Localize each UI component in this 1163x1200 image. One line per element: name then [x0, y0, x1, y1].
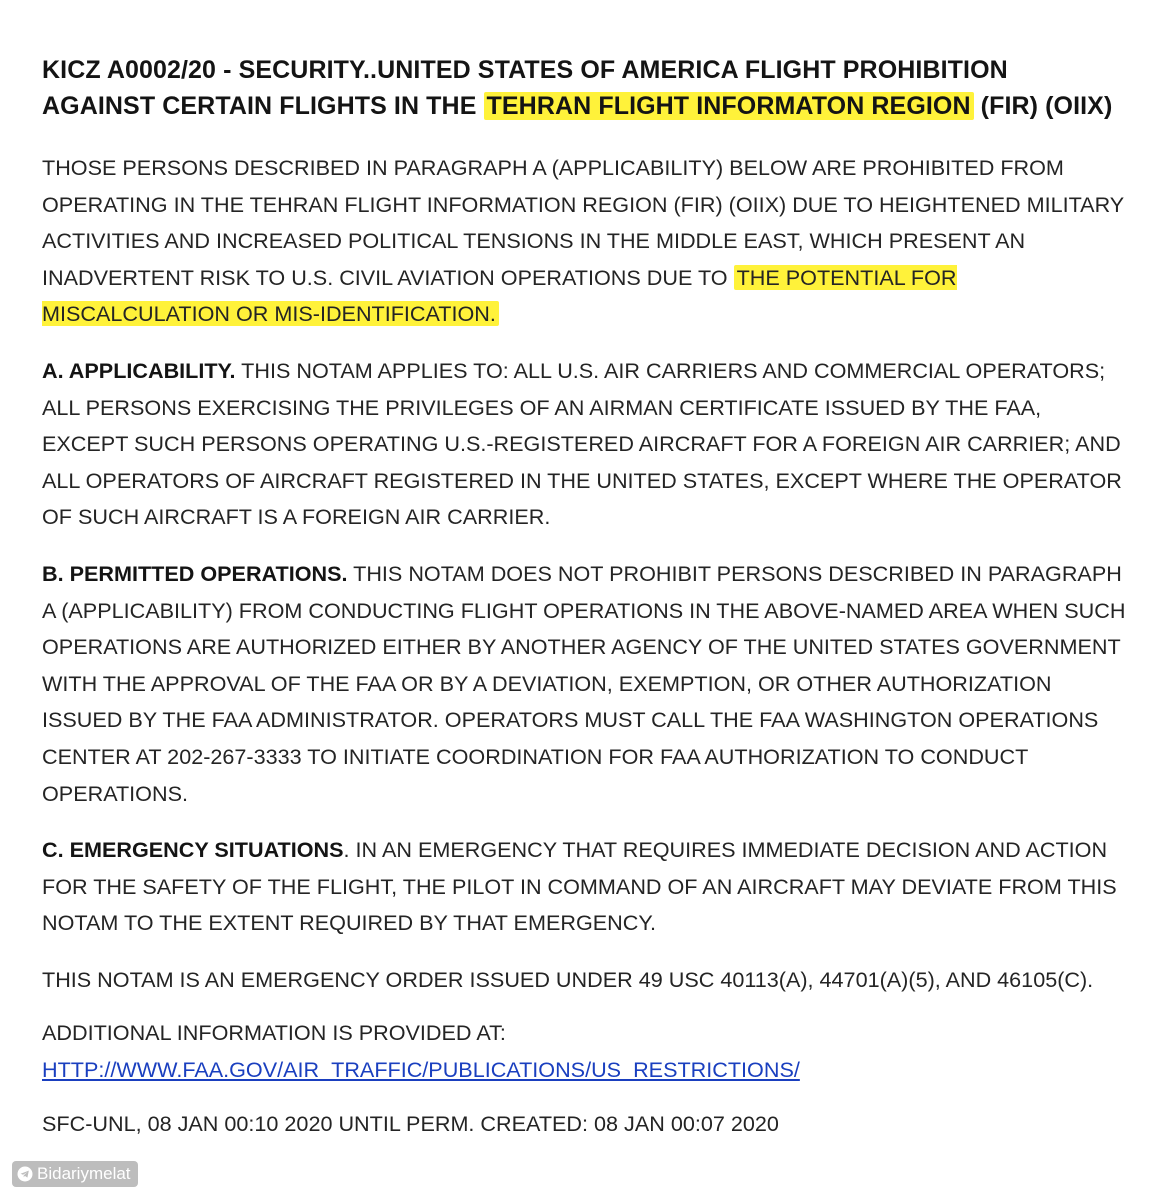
section-a-heading: A. APPLICABILITY.	[42, 357, 236, 383]
notam-title	[42, 52, 1127, 124]
section-a-text: THIS NOTAM APPLIES TO: ALL U.S. AIR CARRIERS AND COMMERCIAL OPERATORS; ALL PERSONS EXERCISING THE PRIVILEGES OF AN AIRMAN CERTIFICATE ISSUED BY THE FAA, EXCEPT SUCH PERSONS OPERATING U.S.-REGISTERED AIRCRAFT FOR A FOREIGN AIR CARRIER; AND ALL OPERATORS OF AIRCRAFT REGISTERED IN THE UNITED STATES, EXCEPT WHERE THE OPERATOR OF SUCH AIRCRAFT IS A FOREIGN AIR CARRIER.	[42, 357, 1122, 530]
intro-highlight: THE POTENTIAL FOR MISCALCULATION OR MIS-IDENTIFICATION.	[42, 264, 957, 327]
additional-info	[42, 1015, 1127, 1088]
section-applicability	[42, 353, 1127, 536]
validity-line: SFC-UNL, 08 JAN 00:10 2020 UNTIL PERM. CREATED: 08 JAN 00:07 2020	[42, 1110, 779, 1136]
emergency-order-statement: THIS NOTAM IS AN EMERGENCY ORDER ISSUED UNDER 49 USC 40113(A), 44701(A)(5), AND 46105(C).	[42, 966, 1094, 992]
section-c-text: . IN AN EMERGENCY THAT REQUIRES IMMEDIATE DECISION AND ACTION FOR THE SAFETY OF THE FLIGHT, THE PILOT IN COMMAND OF AN AIRCRAFT MAY DEVIATE FROM THIS NOTAM TO THE EXTENT REQUIRED BY THAT EMERGENCY.	[42, 837, 1117, 936]
title-line-2-prefix: AGAINST CERTAIN FLIGHTS IN THE	[42, 92, 484, 120]
notam-document	[42, 52, 1127, 1142]
watermark-text: Bidariymelat	[37, 1164, 131, 1183]
additional-info-label: ADDITIONAL INFORMATION IS PROVIDED AT:	[42, 1020, 506, 1046]
title-highlight: TEHRAN FLIGHT INFORMATON REGION	[484, 92, 974, 120]
faa-restrictions-link[interactable]: HTTP://WWW.FAA.GOV/AIR_TRAFFIC/PUBLICATIONS/US_RESTRICTIONS/	[42, 1057, 800, 1083]
telegram-icon	[17, 1166, 33, 1182]
intro-paragraph	[42, 150, 1127, 333]
section-emergency-situations	[42, 832, 1127, 942]
section-permitted-operations	[42, 556, 1127, 812]
intro-text: THOSE PERSONS DESCRIBED IN PARAGRAPH A (APPLICABILITY) BELOW ARE PROHIBITED FROM OPERATING IN THE TEHRAN FLIGHT INFORMATION REGION (FIR) (OIIX) DUE TO HEIGHTENED MILITARY ACTIVITIES AND INCREASED POLITICAL TENSIONS IN THE MIDDLE EAST, WHICH PRESENT AN INADVERTENT RISK TO U.S. CIVIL AVIATION OPERATIONS DUE TO	[42, 155, 1124, 290]
section-b-text: THIS NOTAM DOES NOT PROHIBIT PERSONS DESCRIBED IN PARAGRAPH A (APPLICABILITY) FROM CONDUCTING FLIGHT OPERATIONS IN THE ABOVE-NAMED AREA WHEN SUCH OPERATIONS ARE AUTHORIZED EITHER BY ANOTHER AGENCY OF THE UNITED STATES GOVERNMENT WITH THE APPROVAL OF THE FAA OR BY A DEVIATION, EXEMPTION, OR OTHER AUTHORIZATION ISSUED BY THE FAA ADMINISTRATOR. OPERATORS MUST CALL THE FAA WASHINGTON OPERATIONS CENTER AT 202-267-3333 TO INITIATE COORDINATION FOR FAA AUTHORIZATION TO CONDUCT OPERATIONS.	[42, 560, 1126, 806]
watermark	[12, 1161, 138, 1187]
section-c-heading: C. EMERGENCY SITUATIONS	[42, 837, 344, 863]
title-line-1: KICZ A0002/20 - SECURITY..UNITED STATES OF AMERICA FLIGHT PROHIBITION	[42, 56, 1008, 84]
section-b-heading: B. PERMITTED OPERATIONS.	[42, 560, 348, 586]
title-line-2-suffix: (FIR) (OIIX)	[973, 92, 1113, 120]
